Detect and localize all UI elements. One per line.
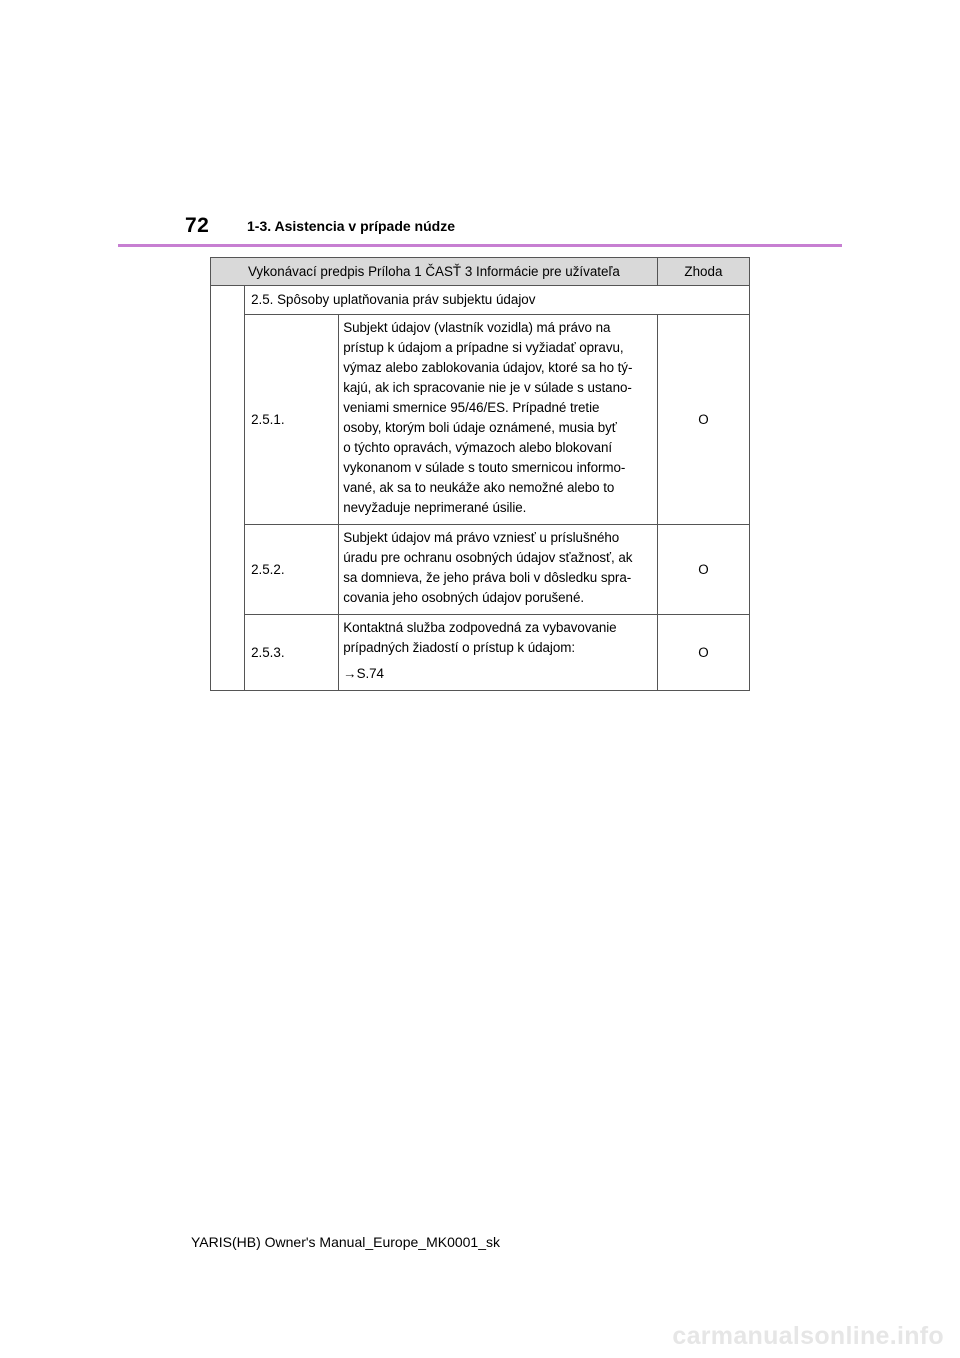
text-line: vané, ak sa to neukáže ako nemožné alebo to <box>343 480 615 495</box>
text-line: kajú, ak ich spracovanie nie je v súlade s ustano- <box>343 380 632 395</box>
group-title: 2.5. Spôsoby uplatňovania práv subjektu údajov <box>245 286 750 315</box>
text-line: nevyžaduje neprimerané úsilie. <box>343 500 527 515</box>
requirements-table <box>210 257 750 691</box>
row-description <box>339 615 658 691</box>
table-row <box>211 525 750 615</box>
requirement-column-header: Vykonávací predpis Príloha 1 ČASŤ 3 Informácie pre užívateľa <box>211 258 658 286</box>
text-line: osoby, ktorým boli údaje oznámené, musia byť <box>343 420 617 435</box>
text-line: výmaz alebo zablokovania údajov, ktoré sa ho tý- <box>343 360 633 375</box>
text-line: Kontaktná služba zodpovedná za vybavovanie <box>343 620 617 635</box>
header-divider <box>118 244 842 247</box>
conformity-column-header: Zhoda <box>657 258 749 286</box>
text-line: Subjekt údajov (vlastník vozidla) má právo na <box>343 320 611 335</box>
table-row <box>211 315 750 525</box>
text-line: prístup k údajom a prípadne si vyžiadať opravu, <box>343 340 624 355</box>
row-description <box>339 525 658 615</box>
table-header-row <box>211 258 750 286</box>
text-line: prípadných žiadostí o prístup k údajom: <box>343 640 576 655</box>
indent-cell <box>211 286 245 691</box>
page-reference-link[interactable]: →S.74 <box>343 666 384 681</box>
text-line: Subjekt údajov má právo vzniesť u príslušného <box>343 530 620 545</box>
page-number: 72 <box>185 214 210 237</box>
row-number: 2.5.2. <box>245 525 339 615</box>
row-description <box>339 315 658 525</box>
text-line: veniami smernice 95/46/ES. Prípadné tretie <box>343 400 600 415</box>
text-line: úradu pre ochranu osobných údajov sťažnosť, ak <box>343 550 633 565</box>
watermark: carmanualsonline.info <box>672 1322 944 1350</box>
footer-manual-id: YARIS(HB) Owner's Manual_Europe_MK0001_sk <box>191 1234 500 1250</box>
row-number: 2.5.1. <box>245 315 339 525</box>
conformity-mark: O <box>657 525 749 615</box>
section-title: 1-3. Asistencia v prípade núdze <box>247 218 455 234</box>
table-row <box>211 615 750 691</box>
text-line: o týchto opravách, výmazoch alebo blokovaní <box>343 440 613 455</box>
text-line: covania jeho osobných údajov porušené. <box>343 590 585 605</box>
table-row <box>211 286 750 315</box>
text-line: vykonanom v súlade s touto smernicou informo- <box>343 460 626 475</box>
row-number: 2.5.3. <box>245 615 339 691</box>
text-line: sa domnieva, že jeho práva boli v dôsledku spra- <box>343 570 632 585</box>
conformity-mark: O <box>657 315 749 525</box>
conformity-mark: O <box>657 615 749 691</box>
